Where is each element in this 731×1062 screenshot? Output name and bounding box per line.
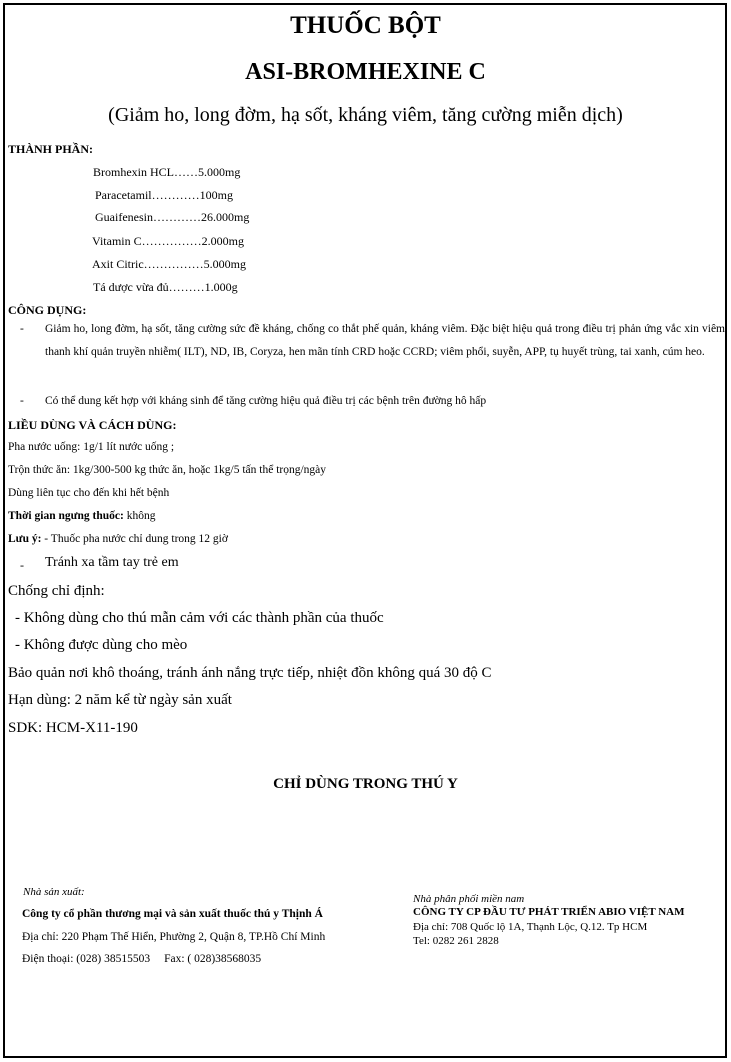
dosage-duration: Dùng liên tục cho đến khi hết bệnh — [8, 487, 170, 499]
distributor-address: Địa chỉ: 708 Quốc lộ 1A, Thạnh Lộc, Q.12. Tp HCM — [413, 921, 648, 933]
composition-item: Paracetamil…………100mg — [95, 188, 233, 202]
note-value: - Thuốc pha nước chỉ dung trong 12 giờ — [41, 533, 228, 545]
withdrawal-label: Thời gian ngưng thuốc: — [8, 510, 124, 522]
product-subtitle: (Giảm ho, long đờm, hạ sốt, kháng viêm, tăng cường miễn dịch) — [108, 104, 623, 126]
bullet-dash: - — [20, 558, 24, 572]
dosage-form-title: THUỐC BỘT — [290, 12, 441, 39]
manufacturer-name: Công ty cổ phần thương mại và sản xuất thuốc thú y Thịnh Á — [22, 908, 323, 920]
usage-paragraph-2: Có thể dung kết hợp với kháng sinh để tăng cường hiệu quả điều trị các bệnh trên đường hô hấp — [45, 395, 487, 407]
manufacturer-phone: Điện thoại: (028) 38515503 — [22, 953, 151, 965]
manufacturer-address: Địa chỉ: 220 Phạm Thế Hiển, Phường 2, Quận 8, TP.Hồ Chí Minh — [22, 931, 326, 943]
keep-away-warning: Tránh xa tầm tay trẻ em — [45, 555, 179, 570]
dosage-heading: LIỀU DÙNG VÀ CÁCH DÙNG: — [8, 418, 177, 432]
distributor-phone: Tel: 0282 261 2828 — [413, 935, 499, 947]
composition-item: Bromhexin HCL……5.000mg — [93, 165, 241, 179]
contraindication-item: - Không dùng cho thú mẫn cảm với các thành phần của thuốc — [15, 610, 384, 626]
storage-info: Bảo quản nơi khô thoáng, tránh ánh nắng trực tiếp, nhiệt đồn không quá 30 độ C — [8, 665, 492, 681]
bullet-dash: - — [20, 323, 24, 335]
composition-heading: THÀNH PHẦN: — [8, 142, 93, 156]
composition-item: Guaifenesin…………26.000mg — [95, 210, 250, 224]
usage-note — [8, 533, 228, 545]
note-label: Lưu ý: — [8, 533, 42, 545]
manufacturer-label: Nhà sản xuất: — [23, 886, 85, 898]
contraindications-heading: Chống chỉ định: — [8, 583, 105, 599]
composition-item: Vitamin C……………2.000mg — [92, 234, 244, 248]
product-name: ASI-BROMHEXINE C — [245, 59, 486, 85]
label-border — [3, 3, 727, 1058]
composition-item: Axit Citric……………5.000mg — [92, 257, 246, 271]
distributor-name: CÔNG TY CP ĐẦU TƯ PHÁT TRIỂN ABIO VIỆT NAM — [413, 906, 685, 918]
vet-use-only: CHỈ DÙNG TRONG THÚ Y — [273, 776, 458, 792]
contraindication-item: - Không được dùng cho mèo — [15, 637, 188, 653]
shelf-life: Hạn dùng: 2 năm kể từ ngày sản xuất — [8, 692, 232, 708]
composition-item: Tá dược vừa đủ………1.000g — [93, 280, 238, 294]
distributor-label: Nhà phân phối miền nam — [413, 893, 525, 905]
dosage-water: Pha nước uống: 1g/1 lít nước uống ; — [8, 441, 175, 453]
manufacturer-fax: Fax: ( 028)38568035 — [164, 953, 262, 965]
dosage-feed: Trộn thức ăn: 1kg/300-500 kg thức ăn, hoặc 1kg/5 tấn thể trọng/ngày — [8, 464, 327, 476]
bullet-dash: - — [20, 395, 24, 407]
usage-heading: CÔNG DỤNG: — [8, 303, 87, 317]
usage-paragraph-1: Giảm ho, long đờm, hạ sốt, tăng cường sức đề kháng, chống co thắt phế quản, kháng viêm. Đặc biệt hiệu quả trong điều trị phản ứng vắc xin viêm thanh khí quản truyền nhiễm( ILT), ND, IB, Coryza, hen mãn tính CRD hoặc CCRD; viêm phổi, suyễn, APP, tụ huyết trùng, tai xanh, cúm heo. — [45, 323, 725, 358]
withdrawal-period — [8, 510, 155, 522]
manufacturer-contact — [22, 953, 261, 965]
withdrawal-value: không — [123, 510, 156, 522]
registration-number: SDK: HCM-X11-190 — [8, 720, 138, 736]
